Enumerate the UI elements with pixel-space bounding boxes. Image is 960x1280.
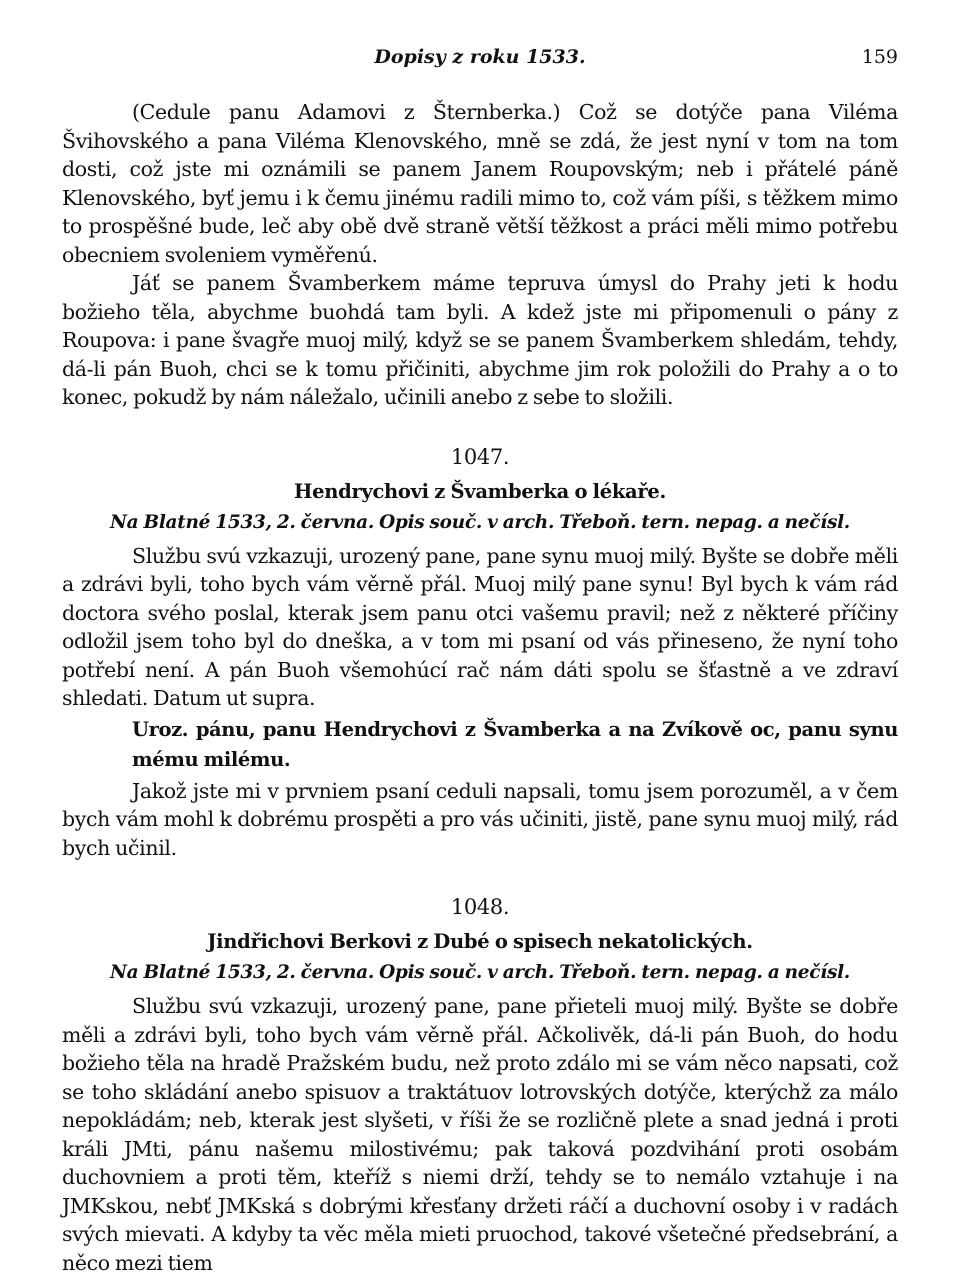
letter-source: Na Blatné 1533, 2. června. Opis souč. v arch. Třeboň. tern. nepag. a nečísl. bbox=[110, 962, 850, 983]
letter-body: Službu svú vzkazuji, urozený pane, pane synu muoj milý. Byšte se dobře měli a zdrávi byli, toho bych vám věrně přál. Muoj milý pane synu! Byl bych k vám rád doctora svého poslal, kterak jsem panu otci vašemu pravil; než z některé příčiny odložil jsem toho byl do dneška, a v tom mi psaní od vás přineseno, že nyní toho potřebí není. A pán Buoh všemohúcí rač nám dáti spolu se šťastně a ve zdraví shledati. Datum ut supra. bbox=[62, 543, 898, 710]
document-page bbox=[62, 46, 898, 1277]
letter-1047 bbox=[62, 442, 898, 863]
paragraph-continuation: Jáť se panem Švamberkem máme tepruva úmysl do Prahy jeti k hodu božieho těla, abychme buohdá tam byli. A kdež jste mi připomenuli o pány z Roupova: i pane švagře muoj milý, když se se panem Švamberkem shledám, tehdy, dá-li pán Buoh, chci se k tomu přičiniti, abychme jim rok položili do Prahy a o to konec, pokudž by nám náležalo, učinili anebo z sebe to složili. bbox=[62, 271, 898, 409]
letter-1048 bbox=[62, 892, 898, 1277]
page-number: 159 bbox=[861, 46, 898, 68]
letter-number: 1047. bbox=[450, 444, 510, 469]
paragraph-cedule: (Cedule panu Adamovi z Šternberka.) Což se dotýče pana Viléma Švihovského a pana Viléma Klenovského, mně se zdá, že jest nyní v tom na tom dosti, což jste mi oznámili se panem Janem Roupovským; neb i přátelé páně Klenovského, byť jemu i k čemu jinému radili mimo to, což vám píši, s těžkem mimo to prospěšné bude, leč aby obě dvě straně větší těžkost a práci měli mimo potřebu obecniem svoleniem vyměřenú. bbox=[62, 100, 898, 267]
page-header bbox=[62, 46, 898, 76]
running-title: Dopisy z roku 1533. bbox=[374, 46, 586, 68]
letter-source: Na Blatné 1533, 2. června. Opis souč. v arch. Třeboň. tern. nepag. a nečísl. bbox=[110, 511, 850, 533]
letter-number: 1048. bbox=[450, 895, 510, 919]
letter-body: Službu svú vzkazuji, urozený pane, pane přieteli muoj milý. Byšte se dobře měli a zdrávi byli, toho bych vám věrně přál. Ačkolivěk, dá-li pán Buoh, do hodu božieho těla na hradě Pražském budu, než proto zdálo mi se vám něco napsati, což se toho skládání anebo spisuov a traktátuov lotrovských dotýče, kterýchž za málo nepokládám; neb, kterak jest slyšeti, v říši že se rozličně plete a snad jedná i proti králi JMti, pánu našemu milostivému; pak taková pozdvihání proti osobám duchovniem a proti těm, kteříž s niemi drží, tehdy se to nemálo vztahuje i na JMKskou, nebť JMKská s dobrými křesťany držeti ráčí a duchovní osoby i v radách svých mievati. A kdyby ta věc měla mieti pruochod, takové všetečné předsebrání, a něco mezi tiem bbox=[62, 994, 898, 1275]
letter-title: Jindřichovi Berkovi z Dubé o spisech nekatolických. bbox=[207, 930, 753, 953]
letter-title: Hendrychovi z Švamberka o lékaře. bbox=[294, 479, 666, 503]
letter-postscript: Jakož jste mi v prvniem psaní ceduli napsali, tomu jsem porozuměl, a v čem bych vám mohl k dobrému prospěti a pro vás učiniti, jistě, pane synu muoj milý, rád bych učinil. bbox=[62, 778, 898, 860]
page-body bbox=[62, 98, 898, 1277]
letter-address: Uroz. pánu, panu Hendrychovi z Švamberka a na Zvíkově oc, panu synu mému milému. bbox=[132, 717, 898, 771]
